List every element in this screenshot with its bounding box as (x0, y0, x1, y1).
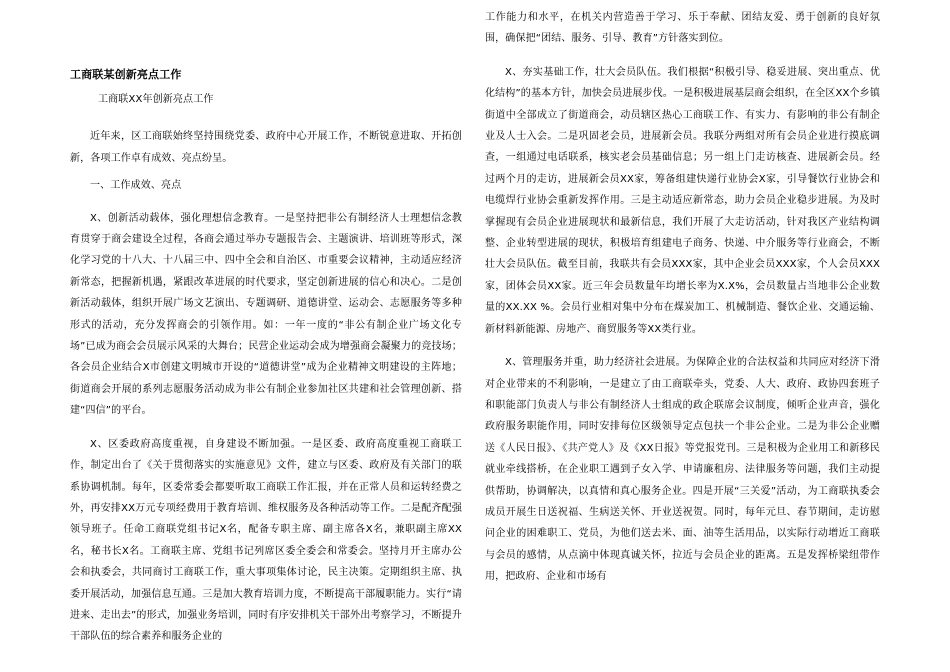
intro-paragraph: 近年来，区工商联始终坚持围绕党委、政府中心开展工作，不断锐意进取、开拓创新，各项工作卓有成效、亮点纷呈。 (70, 131, 462, 164)
paragraph-management-service: X、管理服务并重，助力经济社会进展。为保障企业的合法权益和共同应对经济下滑对企业带来的不利影响，一是建立了由工商联牵头，党委、人大、政府、政协四套班子和职能部门负责人与非公有制经济人士组成的政企联席会议制度，倾听企业声音，强化政府服务职能作用，同时安排每位区级领导定点包扶一个非公企业。二是为非公企业赠送《人民日报》、《共产党人》及《XX日报》等党报党刊。三是积极为企业用工和新移民就业牵线搭桥，在企业职工遇到子女入学、申请廉租房、法律服务等问题，我们主动提供帮助，协调解决，以真情和真心服务企业。四是开展“三关爱”活动，为工商联执委会成员开展生日送祝福、生病送关怀、开业送祝贺。同时，每年元旦、春节期间，走访慰问企业的困难职工、党员，为他们送去米、面、油等生活用品，以实际行动增近工商联与会员的感情，从点滴中体现真诚关怀，拉近与会员企业的距离。五是发挥桥梁纽带作用，把政府、企业和市场有 (485, 357, 880, 583)
right-column (485, 0, 880, 672)
section-heading: 一、工作成效、亮点 (90, 180, 182, 192)
document-subtitle: 工商联XX年创新亮点工作 (98, 94, 214, 105)
paragraph-member-growth: X、夯实基础工作，壮大会员队伍。我们根据“积极引导、稳妥进展、突出重点、优化结构”的基本方针，加快会员进展步伐。一是积极进展基层商会组织，在全区XX个乡镇街道中全部成立了街道商会，动员辖区热心工商联工作、有实力、有影响的非公有制企业及人士入会。二是巩固老会员，进展新会员。我联分两组对所有会员企业进行摸底调查，一组通过电话联系，核实老会员基础信息；另一组上门走访核查、进展新会员。经过两个月的走访，进展新会员XX家，筹备组建快递行业协会X家，引导餐饮行业协会和电缆焊行业协会重新发挥作用。三是主动适应新常态，助力会员企业稳步进展。为及时掌握现有会员企业进展现状和最新信息，我们开展了大走访活动，针对我区产业结构调整、企业转型进展的现状，积极培育组建电子商务、快递、中介服务等行业商会，不断壮大会员队伍。截至目前，我联共有会员XXX家，其中企业会员XXX家，个人会员XXX家，团体会员XX家。近三年会员数量年均增长率为X.X%，会员数量占当地非公企业数量的XX.XX %。会员行业相对集中分布在煤炭加工、机械制造、餐饮企业、交通运输、新材料新能源、房地产、商贸服务等XX类行业。 (485, 66, 880, 335)
paragraph-self-building: X、区委政府高度重视，自身建设不断加强。一是区委、政府高度重视工商联工作，制定出台了《关于贯彻落实的实施意见》文件，建立与区委、政府及有关部门的联系协调机制。每年，区委常委会都要听取工商联工作汇报，并在正常人员和运转经费之外，再安排XX万元专项经费用于教育培训、维权服务及各种活动等工作。二是配齐配强领导班子。任命工商联党组书记X名，配备专职主席、副主席各X名，兼职副主席XX名，秘书长X名。工商联主席、党组书记列席区委全委会和常委会。坚持月开主席办公会和执委会，共同商讨工商联工作，重大事项集体讨论，民主决策。定期组织主席、执委开展活动，加强信息互通。三是加大教育培训力度，不断提高干部履职能力。实行“请进来、走出去”的形式，加强业务培训，同时有序安排机关干部外出考察学习，不断提升干部队伍的综合素养和服务企业的 (70, 438, 462, 643)
document-title: 工商联某创新亮点工作 (70, 68, 182, 81)
paragraph-activity-carrier: X、创新活动载体，强化理想信念教育。一是坚持把非公有制经济人士理想信念教育贯穿于商会建设全过程，各商会通过举办专题报告会、主题演讲、培训班等形式，深化学习党的十八大、十八届三中、四中全会和自治区、市重要会议精神，主动适应经济新常态，把握新机遇，紧跟改革进展的时代要求，坚定创新进展的信心和决心。二是创新活动载体，组织开展广场文艺演出、专题调研、道德讲堂、运动会、志愿服务等多种形式的活动，充分发挥商会的引领作用。如：一年一度的“非公有制企业广场文化专场”已成为商会会员展示风采的大舞台；民营企业运动会成为增强商会凝聚力的竞技场；各会员企业结合X市创建文明城市开设的“道德讲堂”成为企业精神文明建设的主阵地；街道商会开展的系列志愿服务活动成为非公有制企业参加社区共建和社会管理创新、搭建“四信”的平台。 (70, 212, 462, 417)
left-column (70, 0, 462, 672)
paragraph-self-building-continued: 工作能力和水平，在机关内营造善于学习、乐于奉献、团结友爱、勇于创新的良好氛围，确保把“团结、服务、引导、教育”方针落实到位。 (485, 12, 880, 45)
